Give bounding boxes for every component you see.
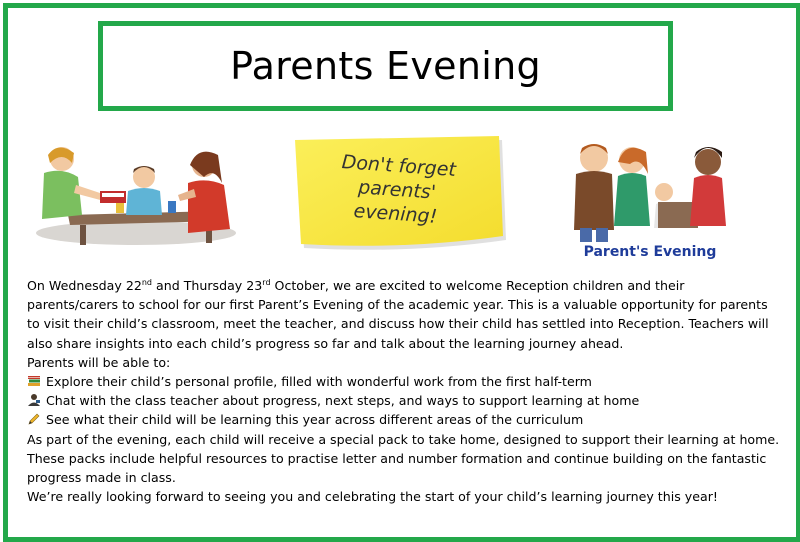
intro-text-3: October, we are excited to welcome Reception children and their [270,278,685,293]
intro-text-2: and Thursday 23 [152,278,263,293]
sticky-line-3: evening! [352,200,438,228]
letter-body [27,276,780,506]
intro-text-1: On Wednesday 22 [27,278,142,293]
family-caption: Parent's Evening [583,244,717,260]
bullet-item [27,410,777,429]
page-title: Parents Evening [230,44,541,88]
teacher-parent-child-illustration [28,137,243,253]
bullet-text: Chat with the class teacher about progress, next steps, and ways to support learning at home [46,393,640,409]
intro-sup-2: rd [262,277,271,287]
sticky-note [285,132,510,252]
title-box [98,21,673,111]
intro-line-1 [27,276,777,295]
bullet-item [27,391,777,410]
pencil-icon [27,412,41,426]
sticky-line-1: Don't forget [341,151,457,182]
bullet-item [27,372,777,391]
closing-line: We’re really looking forward to seeing you and celebrating the start of your child’s learning journey this year! [27,489,718,505]
intro-sup-1: nd [141,277,152,287]
sticky-line-2: parents' [357,176,437,204]
pack-line-1: As part of the evening, each child will receive a special pack to take home, designed to support their learning at home. [27,431,780,447]
intro-line-4: also share insights into each child’s progress so far and talk about the learning journey ahead. [27,335,624,351]
intro-line-3: to visit their child’s classroom, meet the teacher, and discuss how their child has settled into Reception. Teachers will [27,316,769,332]
parents-able-heading: Parents will be able to: [27,354,171,370]
books-icon [27,374,41,388]
teacher-icon [27,393,41,407]
intro-line-2: parents/carers to school for our first Parent’s Evening of the academic year. This is a valuable opportunity for parents [27,297,768,313]
pack-line-3: progress made in class. [27,470,176,486]
bullet-text: Explore their child’s personal profile, filled with wonderful work from the first half-term [46,374,592,390]
family-illustration [560,130,740,267]
bullet-text: See what their child will be learning this year across different areas of the curriculum [46,412,584,428]
pack-line-2: These packs include helpful resources to practise letter and number formation and continue building on the fantastic [27,450,767,466]
